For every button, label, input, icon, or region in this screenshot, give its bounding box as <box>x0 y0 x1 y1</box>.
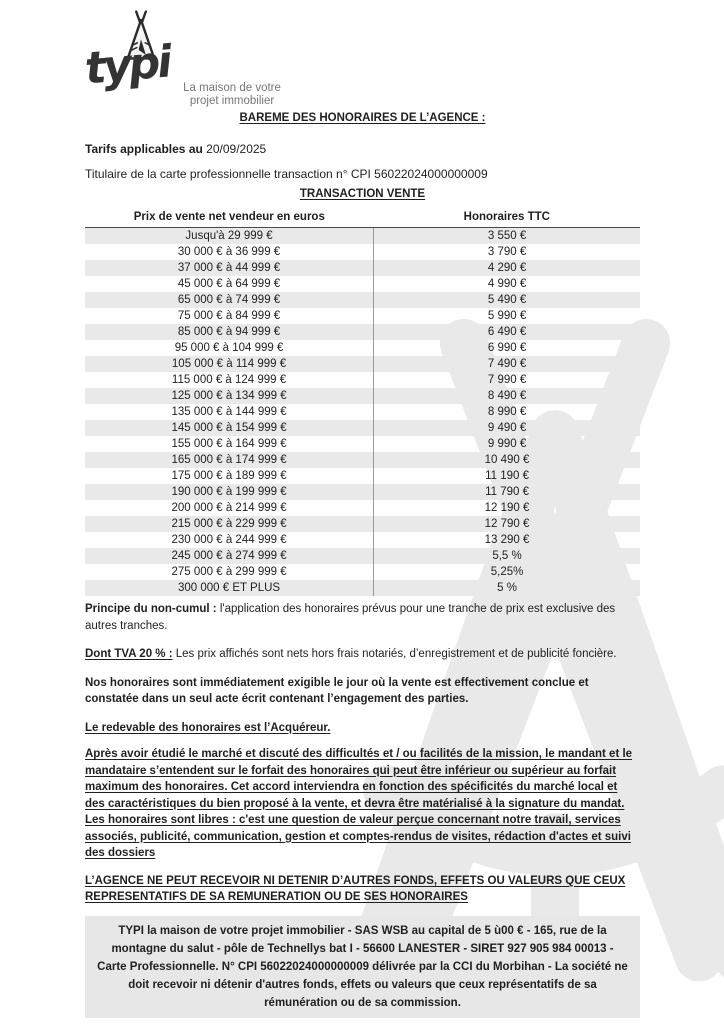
fee-cell: 3 790 € <box>487 246 527 258</box>
price-range-cell: 245 000 € à 274 999 € <box>85 548 374 564</box>
price-range-cell: 175 000 € à 189 999 € <box>85 468 374 484</box>
paragraph-accord-honoraires: Après avoir étudié le marché et discuté des difficultés et / ou facilités de la mission, le mandant et le mandataire s’entendent sur le forfait des honoraires qui peut être inférieur ou supérieur au forfait maximum des honoraires. Cet accord interviendra en fonction des spécificités du marché local et des caractéristiques du bien proposé à la vente, et devra être matérialisé à la signature du mandat. Les honoraires sont libres : c'est une question de valeur perçue concernant notre travail, services associés, publicité, communication, gestion et comptes-rendus de visites, rédaction d'actes et suivi des dossiers <box>85 748 633 859</box>
legal-footer-box: TYPI la maison de votre projet immobilier - SAS WSB au capital de 5 ù00 € - 165, rue de la montagne du salut - pôle de Technellys bat I - 56600 LANESTER - SIRET 927 905 984 00013 - Carte Professionnelle. N° CPI 56022024000000009 délivrée par la CCI du Morbihan - La société ne doit recevoir ni détenir d'autres fonds, effets ou valeurs que ceux représentatifs de sa rémunération ou de sa commission. <box>85 916 640 1018</box>
price-range-cell: 145 000 € à 154 999 € <box>85 420 374 436</box>
fee-cell: 12 790 € <box>484 518 530 530</box>
fee-cell: 4 990 € <box>487 278 527 290</box>
fee-table-row <box>85 580 640 596</box>
fee-cell: 12 190 € <box>484 502 530 514</box>
section-title-transaction-vente: TRANSACTION VENTE <box>299 188 426 200</box>
fee-table-row <box>85 500 640 516</box>
tarifs-line <box>85 142 640 156</box>
price-range-cell: 75 000 € à 84 999 € <box>85 308 374 324</box>
price-range-cell: 165 000 € à 174 999 € <box>85 452 374 468</box>
price-range-cell: 300 000 € ET PLUS <box>85 580 374 596</box>
column-header-price-range: Prix de vente net vendeur en euros <box>85 209 374 228</box>
fee-cell: 6 490 € <box>487 326 527 338</box>
tva-text: Les prix affichés sont nets hors frais notariés, d’enregistrement et de publicité foncière. <box>175 648 617 660</box>
fee-cell: 6 990 € <box>487 342 527 354</box>
fee-table-row <box>85 228 640 245</box>
fee-table-row <box>85 372 640 388</box>
paragraph-agence-fonds: L’AGENCE NE PEUT RECEVOIR NI DETENIR D’AUTRES FONDS, EFFETS OU VALEURS QUE CEUX REPRESENTATIFS DE SA REMUNERATION OU DE SES HONORAIRES <box>85 874 626 903</box>
price-range-cell: 135 000 € à 144 999 € <box>85 404 374 420</box>
agency-logo <box>82 6 640 107</box>
price-range-cell: 85 000 € à 94 999 € <box>85 324 374 340</box>
price-range-cell: 215 000 € à 229 999 € <box>85 516 374 532</box>
fee-table-row <box>85 564 640 580</box>
price-range-cell: 105 000 € à 114 999 € <box>85 356 374 372</box>
tva-label: Dont TVA 20 % : <box>85 648 173 660</box>
fee-cell: 5 % <box>497 582 517 594</box>
paragraph-exigible: Nos honoraires sont immédiatement exigible le jour où la vente est effectivement conclue et constatée dans un seul acte écrit contenant l’engagement des parties. <box>85 676 589 705</box>
fee-table-row <box>85 260 640 276</box>
price-range-cell: 125 000 € à 134 999 € <box>85 388 374 404</box>
brand-wordmark: typi <box>82 36 172 95</box>
fee-table-row <box>85 484 640 500</box>
fee-cell: 3 550 € <box>487 230 527 242</box>
document-title: BAREME DES HONORAIRES DE L’AGENCE : <box>239 112 486 124</box>
tarifs-label: Tarifs applicables au <box>85 142 203 156</box>
fee-table-row <box>85 308 640 324</box>
fee-cell: 10 490 € <box>484 454 530 466</box>
price-range-cell: 190 000 € à 199 999 € <box>85 484 374 500</box>
tarifs-date: 20/09/2025 <box>206 142 267 156</box>
non-cumul-text: l'application des honoraires prévus pour une tranche de prix est exclusive des autres tranches. <box>85 603 616 632</box>
price-range-cell: 30 000 € à 36 999 € <box>85 244 374 260</box>
fee-cell: 7 490 € <box>487 358 527 370</box>
brand-tagline <box>137 82 327 108</box>
brand-tagline-line2: projet immobilier <box>189 95 275 107</box>
fee-cell: 9 490 € <box>487 422 527 434</box>
fee-table <box>85 209 640 596</box>
price-range-cell: 37 000 € à 44 999 € <box>85 260 374 276</box>
price-range-cell: 65 000 € à 74 999 € <box>85 292 374 308</box>
fee-cell: 11 790 € <box>485 486 529 498</box>
fee-cell: 8 490 € <box>487 390 527 402</box>
fee-cell: 5 990 € <box>487 310 527 322</box>
fee-table-row <box>85 532 640 548</box>
fee-table-row <box>85 276 640 292</box>
price-range-cell: 115 000 € à 124 999 € <box>85 372 374 388</box>
column-header-fee: Honoraires TTC <box>374 209 640 228</box>
fee-table-row <box>85 516 640 532</box>
fee-table-row <box>85 324 640 340</box>
price-range-cell: 155 000 € à 164 999 € <box>85 436 374 452</box>
fee-table-row <box>85 548 640 564</box>
fee-cell: 8 990 € <box>487 406 527 418</box>
price-range-cell: 95 000 € à 104 999 € <box>85 340 374 356</box>
non-cumul-label: Principe du non-cumul : <box>85 603 217 615</box>
fee-cell: 11 190 € <box>485 470 529 482</box>
fee-table-row <box>85 404 640 420</box>
fee-cell: 4 290 € <box>487 262 527 274</box>
fee-table-row <box>85 420 640 436</box>
paragraph-non-cumul <box>85 601 640 634</box>
brand-tagline-line1: La maison de votre <box>183 82 281 94</box>
price-range-cell: 200 000 € à 214 999 € <box>85 500 374 516</box>
paragraph-redevable: Le redevable des honoraires est l’Acquéreur. <box>85 721 331 734</box>
price-range-cell: 45 000 € à 64 999 € <box>85 276 374 292</box>
price-range-cell: 275 000 € à 299 999 € <box>85 564 374 580</box>
fee-table-row <box>85 436 640 452</box>
fee-cell: 5 490 € <box>487 294 527 306</box>
fee-table-row <box>85 452 640 468</box>
fee-cell: 5,25% <box>490 566 524 578</box>
fee-cell: 7 990 € <box>487 374 527 386</box>
fee-cell: 9 990 € <box>487 438 527 450</box>
fee-table-row <box>85 468 640 484</box>
fee-table-row <box>85 292 640 308</box>
fee-table-row <box>85 388 640 404</box>
fee-cell: 13 290 € <box>484 534 530 546</box>
paragraph-tva <box>85 646 640 663</box>
price-range-cell: 230 000 € à 244 999 € <box>85 532 374 548</box>
fee-table-row <box>85 356 640 372</box>
fee-table-row <box>85 244 640 260</box>
fee-table-body <box>85 228 640 597</box>
fee-table-row <box>85 340 640 356</box>
fee-table-header-row <box>85 209 640 228</box>
price-range-cell: Jusqu'à 29 999 € <box>85 228 374 245</box>
fee-cell: 5,5 % <box>492 550 522 562</box>
carte-professionnelle-line: Titulaire de la carte professionnelle transaction n° CPI 56022024000000009 <box>85 167 488 181</box>
